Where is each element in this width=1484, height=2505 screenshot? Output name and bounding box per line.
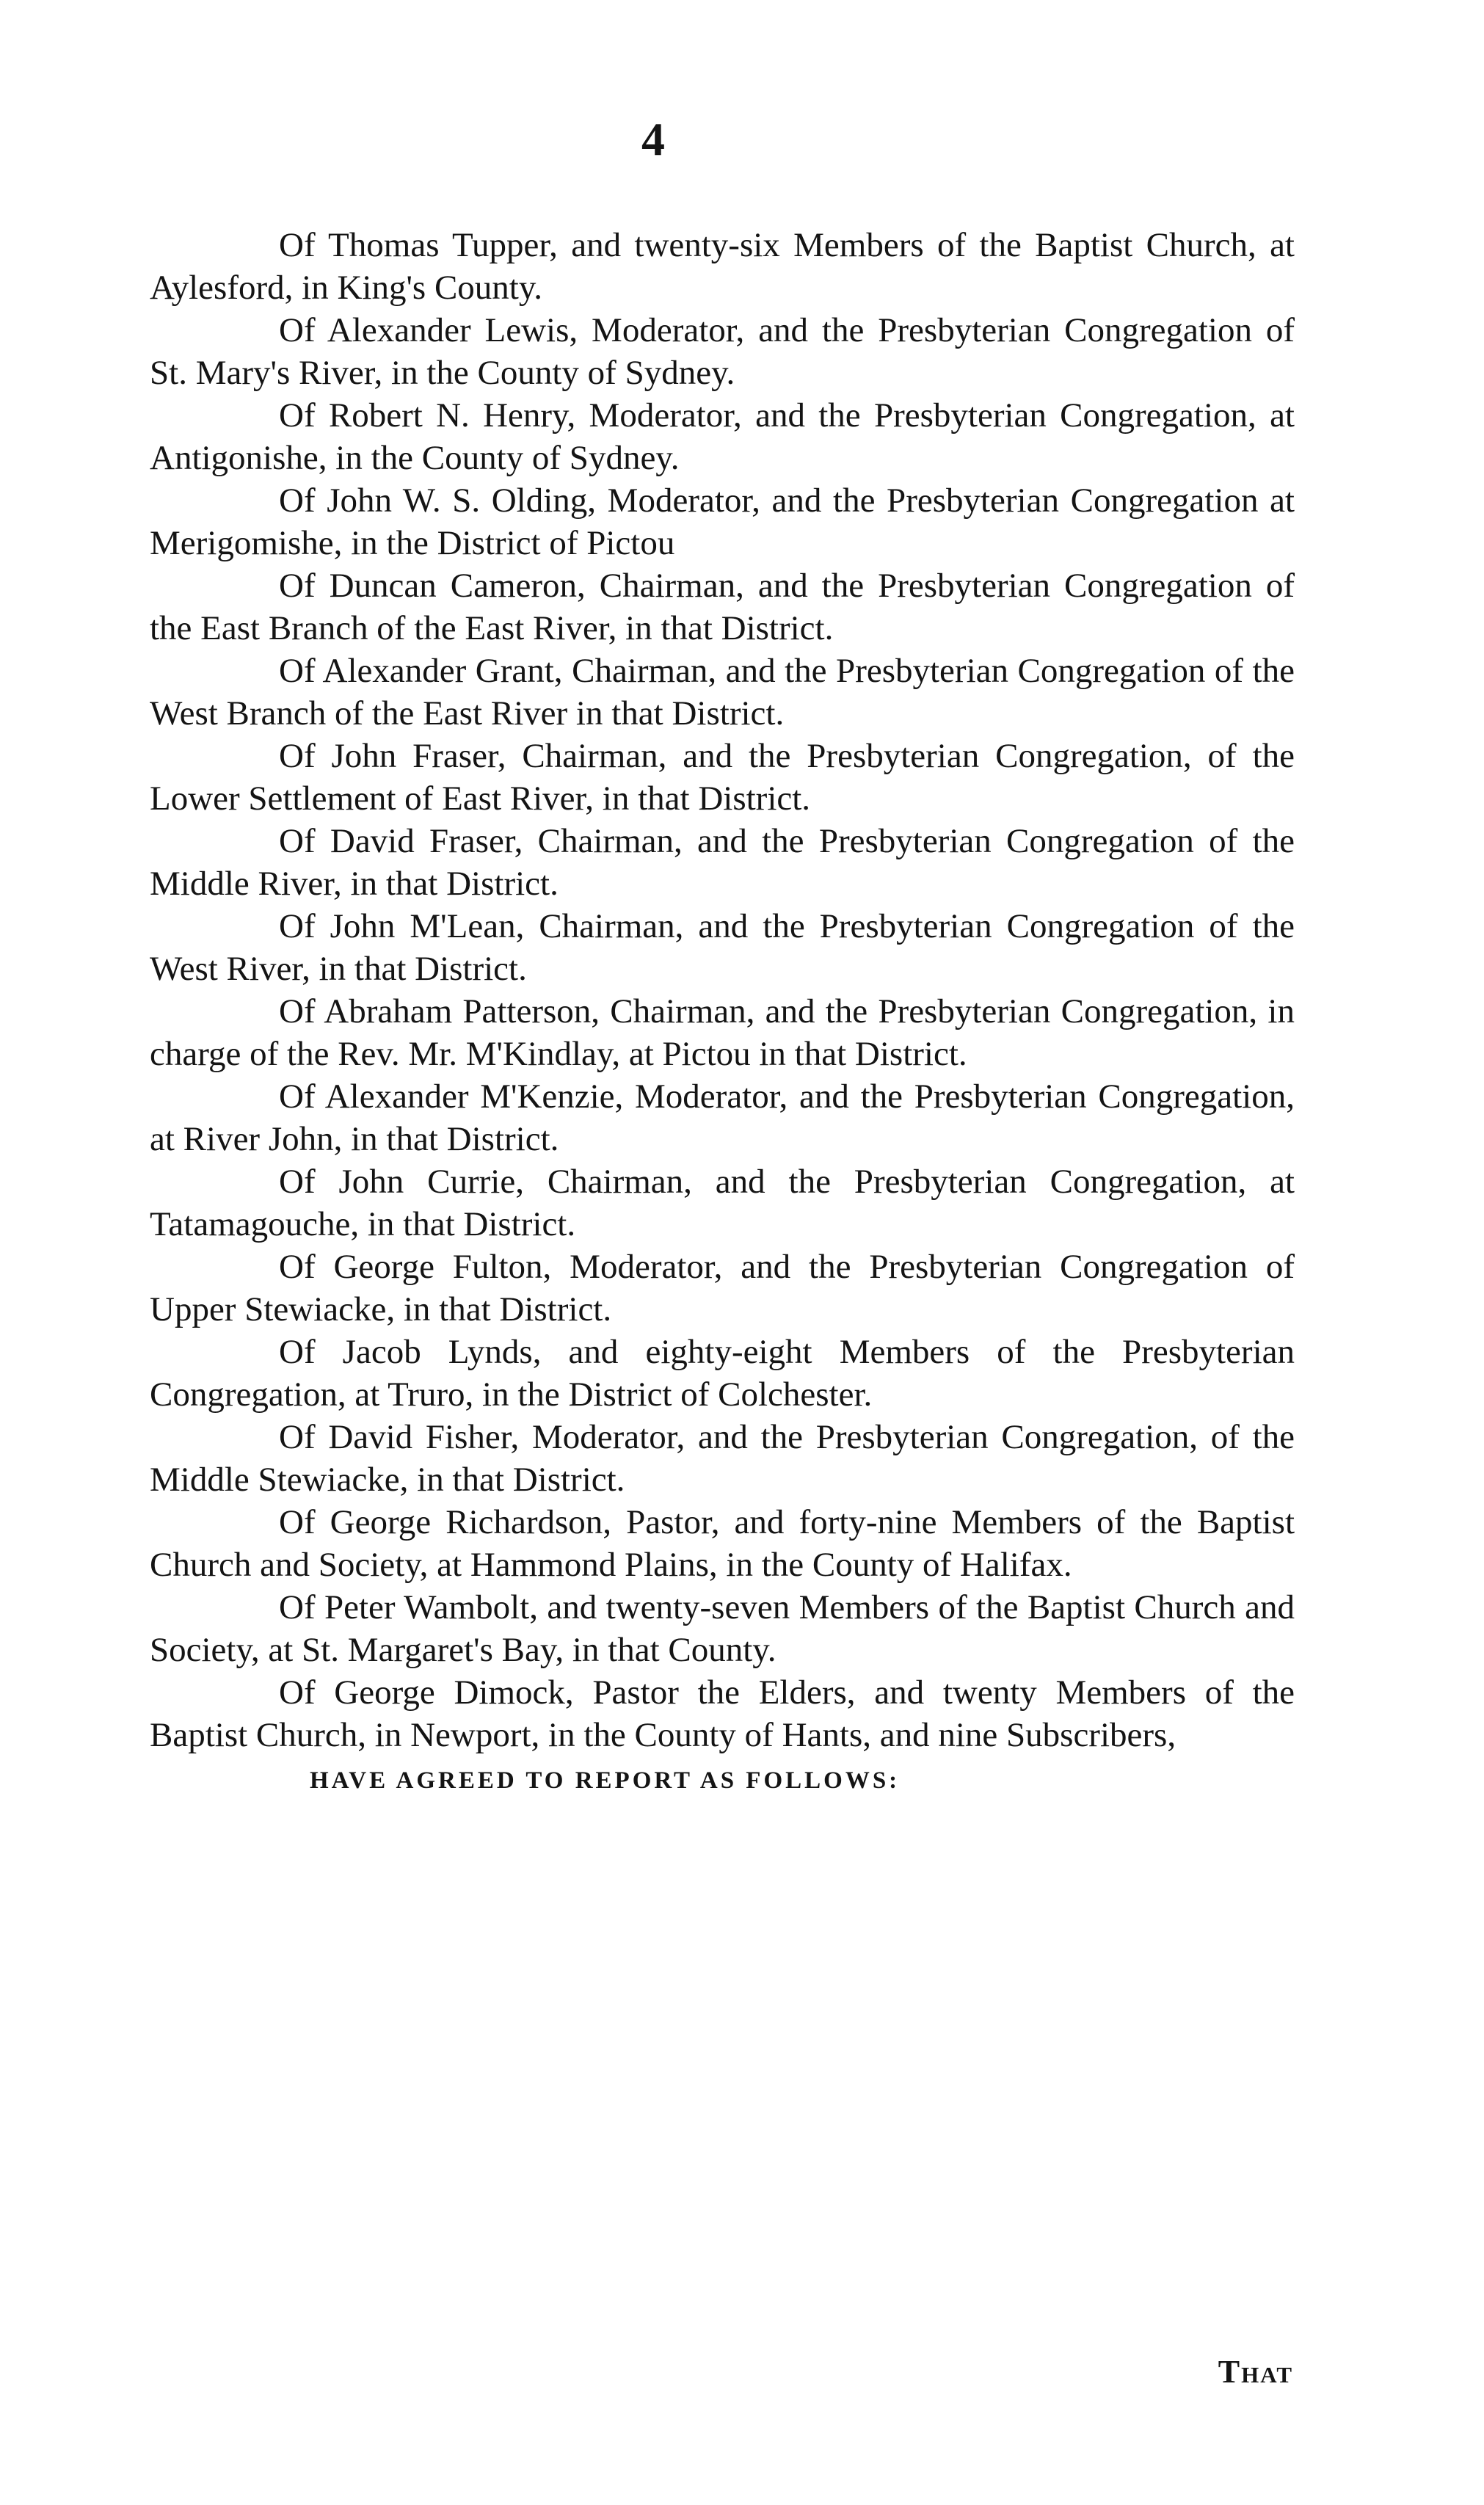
petition-entry: Of Alexander Grant, Chairman, and the Presbyterian Congregation of the West Branch of the East River in that District. — [150, 652, 1295, 732]
petition-entry: Of Abraham Patterson, Chairman, and the Presbyterian Congregation, in charge of the Rev. Mr. M'Kindlay, at Pictou in that District. — [150, 992, 1295, 1073]
page-number: 4 — [641, 113, 665, 165]
petition-entry: Of David Fisher, Moderator, and the Presbyterian Congregation, of the Middle Stewiacke, in that District. — [150, 1418, 1295, 1499]
petition-entry: Of John W. S. Olding, Moderator, and the Presbyterian Congregation at Merigomishe, in the District of Pictou — [150, 481, 1295, 562]
petition-list — [150, 224, 1295, 1797]
petition-entry: Of Robert N. Henry, Moderator, and the Presbyterian Congregation, at Antigonishe, in the County of Sydney. — [150, 396, 1295, 477]
petition-entry: Of George Dimock, Pastor the Elders, and twenty Members of the Baptist Church, in Newport, in the County of Hants, and nine Subscribers, — [150, 1673, 1295, 1754]
petition-entry: Of George Richardson, Pastor, and forty-nine Members of the Baptist Church and Society, at Hammond Plains, in the County of Halifax. — [150, 1503, 1295, 1584]
petition-entry: Of Alexander Lewis, Moderator, and the Presbyterian Congregation of St. Mary's River, in the County of Sydney. — [150, 311, 1295, 392]
petition-entry: Of John Currie, Chairman, and the Presbyterian Congregation, at Tatamagouche, in that District. — [150, 1163, 1295, 1243]
petition-entry: Of John M'Lean, Chairman, and the Presbyterian Congregation of the West River, in that District. — [150, 907, 1295, 988]
petition-entry: Of Alexander M'Kenzie, Moderator, and the Presbyterian Congregation, at River John, in that District. — [150, 1077, 1295, 1158]
catchword: That — [1218, 2354, 1293, 2390]
petition-entry: Of Duncan Cameron, Chairman, and the Presbyterian Congregation of the East Branch of the East River, in that District. — [150, 567, 1295, 647]
petition-entry: Of David Fraser, Chairman, and the Presbyterian Congregation of the Middle River, in that District. — [150, 822, 1295, 903]
petition-entry: Of John Fraser, Chairman, and the Presbyterian Congregation, of the Lower Settlement of East River, in that District. — [150, 737, 1295, 818]
petition-entry: Of George Fulton, Moderator, and the Presbyterian Congregation of Upper Stewiacke, in that District. — [150, 1248, 1295, 1328]
petition-entry: Of Thomas Tupper, and twenty-six Members of the Baptist Church, at Aylesford, in King's County. — [150, 226, 1295, 307]
closing-line: HAVE AGREED TO REPORT AS FOLLOWS: — [310, 1767, 901, 1794]
petition-entry: Of Peter Wambolt, and twenty-seven Members of the Baptist Church and Society, at St. Margaret's Bay, in that County. — [150, 1588, 1295, 1669]
petition-entry: Of Jacob Lynds, and eighty-eight Members of the Presbyterian Congregation, at Truro, in the District of Colchester. — [150, 1333, 1295, 1414]
